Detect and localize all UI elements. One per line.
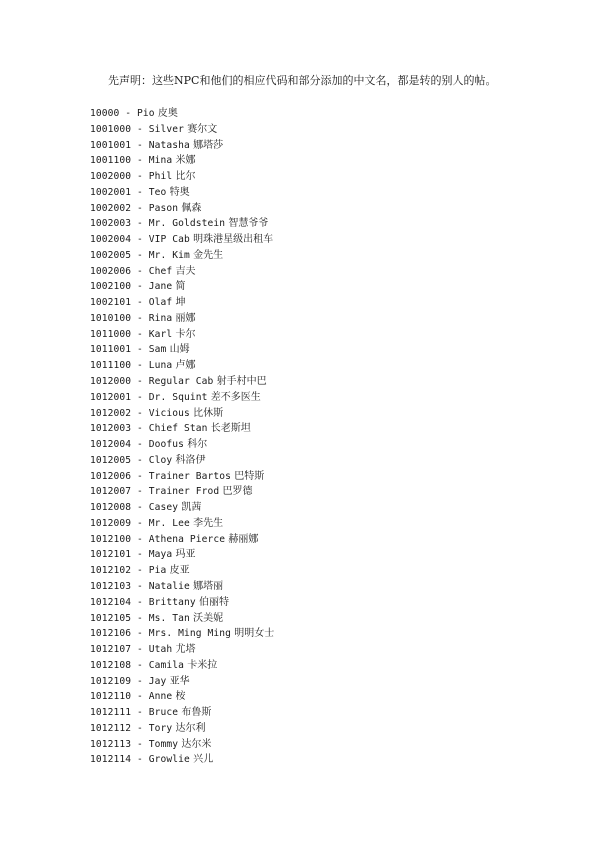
npc-code-and-name: 1002000 - Phil: [90, 171, 173, 183]
npc-list-item: [90, 689, 274, 705]
npc-list-item: [90, 138, 274, 154]
npc-list-item: [90, 721, 274, 737]
npc-chinese-name: 沃美妮: [193, 612, 224, 624]
npc-code-and-name: 1012005 - Cloy: [90, 454, 173, 466]
npc-code-and-name: 1002006 - Chef: [90, 265, 173, 277]
npc-chinese-name: 卡尔: [175, 328, 196, 340]
npc-list-item: [90, 216, 274, 232]
npc-chinese-name: 达尔利: [175, 722, 206, 734]
npc-chinese-name: 达尔米: [181, 738, 212, 750]
npc-chinese-name: 吉夫: [175, 265, 196, 277]
npc-chinese-name: 比休斯: [193, 407, 224, 419]
npc-list-item: [90, 752, 274, 768]
npc-code-and-name: 1002101 - Olaf: [90, 297, 173, 309]
npc-chinese-name: 娜塔莎: [193, 139, 224, 151]
npc-code-and-name: 1012113 - Tommy: [90, 738, 179, 750]
npc-code-and-name: 1002005 - Mr. Kim: [90, 249, 190, 261]
npc-list-item: [90, 358, 274, 374]
npc-chinese-name: 卢娜: [175, 360, 196, 372]
npc-list: [90, 106, 274, 768]
npc-list-item: [90, 153, 274, 169]
npc-code-and-name: 1012110 - Anne: [90, 691, 173, 703]
npc-list-item: [90, 421, 274, 437]
npc-chinese-name: 山姆: [169, 344, 190, 356]
npc-chinese-name: 巴罗德: [222, 486, 253, 498]
npc-list-item: [90, 469, 274, 485]
npc-list-item: [90, 547, 274, 563]
npc-chinese-name: 佩森: [181, 202, 202, 214]
npc-chinese-name: 娜塔丽: [193, 580, 224, 592]
npc-chinese-name: 李先生: [193, 517, 224, 529]
npc-code-and-name: 1012109 - Jay: [90, 675, 167, 687]
npc-list-item: [90, 484, 274, 500]
npc-code-and-name: 1001001 - Natasha: [90, 139, 190, 151]
npc-list-item: [90, 674, 274, 690]
npc-list-item: [90, 500, 274, 516]
npc-chinese-name: 射手村中巴: [216, 376, 267, 388]
npc-list-item: [90, 342, 274, 358]
npc-code-and-name: 1012106 - Mrs. Ming Ming: [90, 628, 232, 640]
npc-chinese-name: 玛亚: [175, 549, 196, 561]
npc-code-and-name: 1012004 - Doofus: [90, 439, 185, 451]
npc-list-item: [90, 642, 274, 658]
intro-statement: 先声明：这些NPC和他们的相应代码和部分添加的中文名，都是转的别人的帖。: [108, 74, 497, 87]
npc-code-and-name: 1012006 - Trainer Bartos: [90, 470, 232, 482]
npc-chinese-name: 明珠港星级出租车: [193, 234, 274, 246]
npc-chinese-name: 比尔: [175, 171, 196, 183]
npc-chinese-name: 丽娜: [175, 312, 196, 324]
npc-chinese-name: 伯丽特: [198, 596, 229, 608]
npc-code-and-name: 1012103 - Natalie: [90, 580, 190, 592]
npc-code-and-name: 1012102 - Pia: [90, 565, 167, 577]
npc-chinese-name: 赛尔文: [187, 123, 218, 135]
npc-chinese-name: 赫丽娜: [228, 533, 259, 545]
npc-list-item: [90, 311, 274, 327]
npc-list-item: [90, 390, 274, 406]
npc-list-item: [90, 279, 274, 295]
npc-chinese-name: 简: [175, 281, 186, 293]
npc-code-and-name: 1002001 - Teo: [90, 186, 167, 198]
npc-list-item: [90, 201, 274, 217]
npc-code-and-name: 1012101 - Maya: [90, 549, 173, 561]
npc-chinese-name: 智慧爷爷: [228, 218, 269, 230]
npc-chinese-name: 科洛伊: [175, 454, 206, 466]
npc-code-and-name: 1002002 - Pason: [90, 202, 179, 214]
npc-chinese-name: 布鲁斯: [181, 707, 212, 719]
npc-code-and-name: 1012105 - Ms. Tan: [90, 612, 190, 624]
npc-list-item: [90, 122, 274, 138]
npc-code-and-name: 1011001 - Sam: [90, 344, 167, 356]
npc-list-item: [90, 232, 274, 248]
npc-code-and-name: 1012108 - Camila: [90, 659, 185, 671]
npc-code-and-name: 1012008 - Casey: [90, 502, 179, 514]
npc-code-and-name: 1012003 - Chief Stan: [90, 423, 208, 435]
npc-chinese-name: 明明女士: [234, 628, 275, 640]
npc-list-item: [90, 374, 274, 390]
npc-list-item: [90, 185, 274, 201]
npc-chinese-name: 尤塔: [175, 644, 196, 656]
npc-list-item: [90, 295, 274, 311]
npc-chinese-name: 亚华: [169, 675, 190, 687]
npc-code-and-name: 1012112 - Tory: [90, 722, 173, 734]
npc-code-and-name: 1012100 - Athena Pierce: [90, 533, 226, 545]
npc-code-and-name: 1011000 - Karl: [90, 328, 173, 340]
npc-chinese-name: 米娜: [175, 155, 196, 167]
npc-list-item: [90, 579, 274, 595]
npc-chinese-name: 巴特斯: [234, 470, 265, 482]
npc-code-and-name: 1012000 - Regular Cab: [90, 376, 214, 388]
npc-list-item: [90, 611, 274, 627]
npc-list-item: [90, 169, 274, 185]
npc-list-item: [90, 437, 274, 453]
npc-code-and-name: 1012107 - Utah: [90, 644, 173, 656]
npc-list-item: [90, 106, 274, 122]
npc-code-and-name: 1001000 - Silver: [90, 123, 185, 135]
npc-list-item: [90, 595, 274, 611]
npc-chinese-name: 金先生: [193, 249, 224, 261]
npc-chinese-name: 皮奥: [157, 108, 178, 119]
npc-chinese-name: 兴儿: [193, 754, 214, 766]
npc-code-and-name: 1012001 - Dr. Squint: [90, 391, 208, 403]
npc-list-item: [90, 327, 274, 343]
npc-code-and-name: 10000 - Pio: [90, 108, 155, 119]
npc-code-and-name: 1012009 - Mr. Lee: [90, 517, 190, 529]
npc-list-item: [90, 626, 274, 642]
npc-list-item: [90, 658, 274, 674]
npc-list-item: [90, 532, 274, 548]
npc-code-and-name: 1002100 - Jane: [90, 281, 173, 293]
npc-list-item: [90, 563, 274, 579]
npc-chinese-name: 特奥: [169, 186, 190, 198]
npc-code-and-name: 1001100 - Mina: [90, 155, 173, 167]
npc-list-item: [90, 406, 274, 422]
npc-chinese-name: 凯茜: [181, 502, 202, 514]
npc-chinese-name: 科尔: [187, 439, 208, 451]
npc-code-and-name: 1012114 - Growlie: [90, 754, 190, 766]
npc-list-item: [90, 737, 274, 753]
npc-code-and-name: 1002004 - VIP Cab: [90, 234, 190, 246]
npc-chinese-name: 卡米拉: [187, 659, 218, 671]
npc-code-and-name: 1012104 - Brittany: [90, 596, 196, 608]
npc-code-and-name: 1012007 - Trainer Frod: [90, 486, 220, 498]
npc-chinese-name: 桉: [175, 691, 186, 703]
npc-list-item: [90, 264, 274, 280]
npc-code-and-name: 1010100 - Rina: [90, 312, 173, 324]
npc-code-and-name: 1002003 - Mr. Goldstein: [90, 218, 226, 230]
npc-list-item: [90, 248, 274, 264]
npc-chinese-name: 长老斯坦: [210, 423, 251, 435]
npc-list-item: [90, 705, 274, 721]
npc-chinese-name: 皮亚: [169, 565, 190, 577]
npc-code-and-name: 1012111 - Bruce: [90, 707, 179, 719]
npc-list-item: [90, 453, 274, 469]
npc-code-and-name: 1012002 - Vicious: [90, 407, 190, 419]
npc-chinese-name: 差不多医生: [210, 391, 261, 403]
npc-chinese-name: 坤: [175, 297, 186, 309]
npc-code-and-name: 1011100 - Luna: [90, 360, 173, 372]
npc-list-item: [90, 516, 274, 532]
